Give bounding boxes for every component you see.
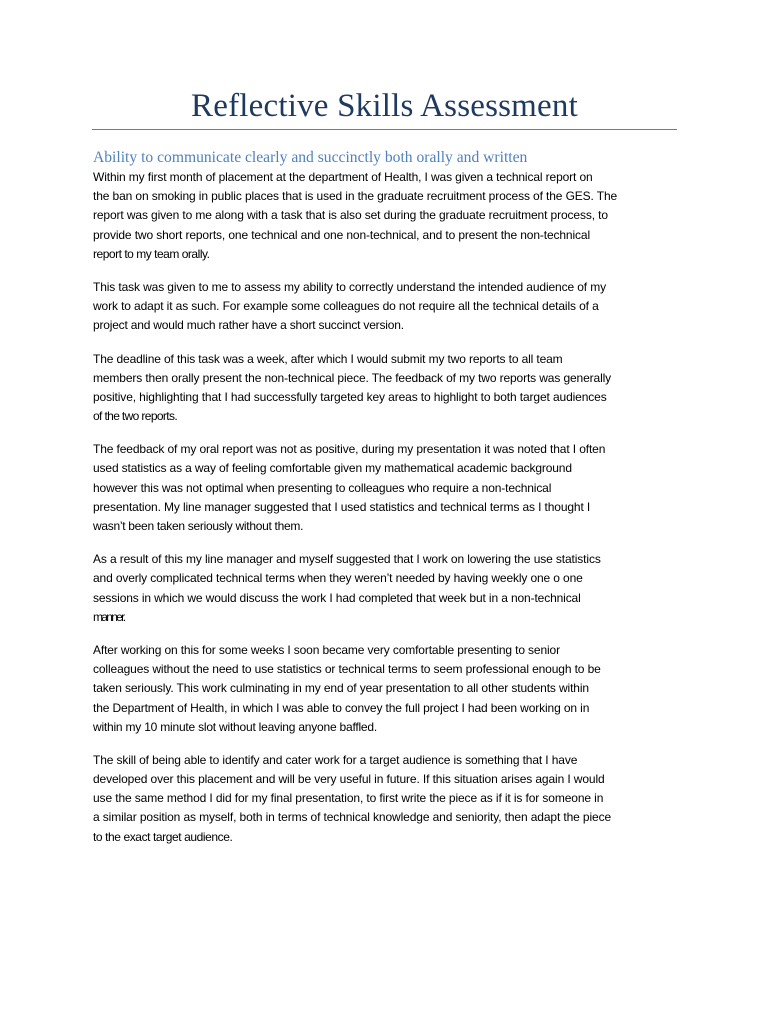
paragraph-line: sessions in which we would discuss the work I had completed that week but in a non-technical bbox=[93, 590, 581, 605]
paragraph-line: wasn’t been taken seriously without them. bbox=[93, 519, 304, 533]
paragraph-line: As a result of this my line manager and myself suggested that I work on lowering the use statistics bbox=[93, 552, 601, 567]
document-title: Reflective Skills Assessment bbox=[191, 88, 578, 124]
paragraph-line: manner. bbox=[93, 609, 125, 624]
paragraph-line: This task was given to me to assess my ability to correctly understand the intended audience of my bbox=[93, 279, 606, 294]
paragraph-line: After working on this for some weeks I soon became very comfortable presenting to senior bbox=[93, 642, 560, 657]
paragraph-line: members then orally present the non-technical piece. The feedback of my two reports was generally bbox=[93, 370, 612, 385]
paragraph-line: and overly complicated technical terms when they weren’t needed by having weekly one o one bbox=[93, 571, 583, 586]
document-body bbox=[93, 168, 693, 861]
paragraph-line: taken seriously. This work culminating in my end of year presentation to all other students within bbox=[93, 681, 589, 696]
body-paragraph bbox=[93, 168, 693, 264]
paragraph-line: use the same method I did for my final presentation, to first write the piece as if it is for someone in bbox=[93, 791, 604, 806]
paragraph-line: Within my first month of placement at the department of Health, I was given a technical report on bbox=[93, 170, 593, 184]
paragraph-line: report was given to me along with a task that is also set during the graduate recruitment process, to bbox=[93, 208, 608, 223]
paragraph-line: a similar position as myself, both in terms of technical knowledge and seniority, then adapt the piece bbox=[93, 810, 612, 825]
paragraph-line: The deadline of this task was a week, after which I would submit my two reports to all team bbox=[93, 351, 563, 366]
paragraph-line: used statistics as a way of feeling comfortable given my mathematical academic background bbox=[93, 461, 572, 476]
body-paragraph bbox=[93, 550, 693, 627]
paragraph-line: provide two short reports, one technical and one non-technical, and to present the non-technical bbox=[93, 227, 590, 242]
body-paragraph bbox=[93, 278, 693, 336]
paragraph-line: project and would much rather have a short succinct version. bbox=[93, 318, 404, 333]
paragraph-line: the ban on smoking in public places that is used in the graduate recruitment process of the GES. The bbox=[93, 189, 618, 204]
paragraph-line: colleagues without the need to use statistics or technical terms to seem professional enough to be bbox=[93, 662, 601, 677]
paragraph-line: of the two reports. bbox=[93, 409, 178, 424]
body-paragraph bbox=[93, 440, 693, 536]
body-paragraph bbox=[93, 350, 693, 427]
paragraph-line: the Department of Health, in which I was able to convey the full project I had been working on in bbox=[93, 700, 590, 715]
paragraph-line: report to my team orally. bbox=[93, 246, 210, 261]
body-paragraph bbox=[93, 751, 693, 847]
title-underline bbox=[92, 129, 677, 130]
paragraph-line: within my 10 minute slot without leaving anyone baffled. bbox=[93, 719, 377, 734]
paragraph-line: presentation. My line manager suggested that I used statistics and technical terms as I thought I bbox=[93, 499, 591, 514]
paragraph-line: positive, highlighting that I had successfully targeted key areas to highlight to both target audiences bbox=[93, 389, 607, 404]
section-heading: Ability to communicate clearly and succinctly both orally and written bbox=[93, 149, 528, 166]
paragraph-line: work to adapt it as such. For example some colleagues do not require all the technical details of a bbox=[93, 299, 599, 314]
body-paragraph bbox=[93, 641, 693, 737]
paragraph-line: The feedback of my oral report was not as positive, during my presentation it was noted that I often bbox=[93, 442, 606, 457]
paragraph-line: developed over this placement and will be very useful in future. If this situation arises again I would bbox=[93, 772, 605, 787]
paragraph-line: The skill of being able to identify and cater work for a target audience is something that I have bbox=[93, 752, 578, 767]
paragraph-line: however this was not optimal when presenting to colleagues who require a non-technical bbox=[93, 480, 552, 495]
paragraph-line: to the exact target audience. bbox=[93, 829, 233, 844]
